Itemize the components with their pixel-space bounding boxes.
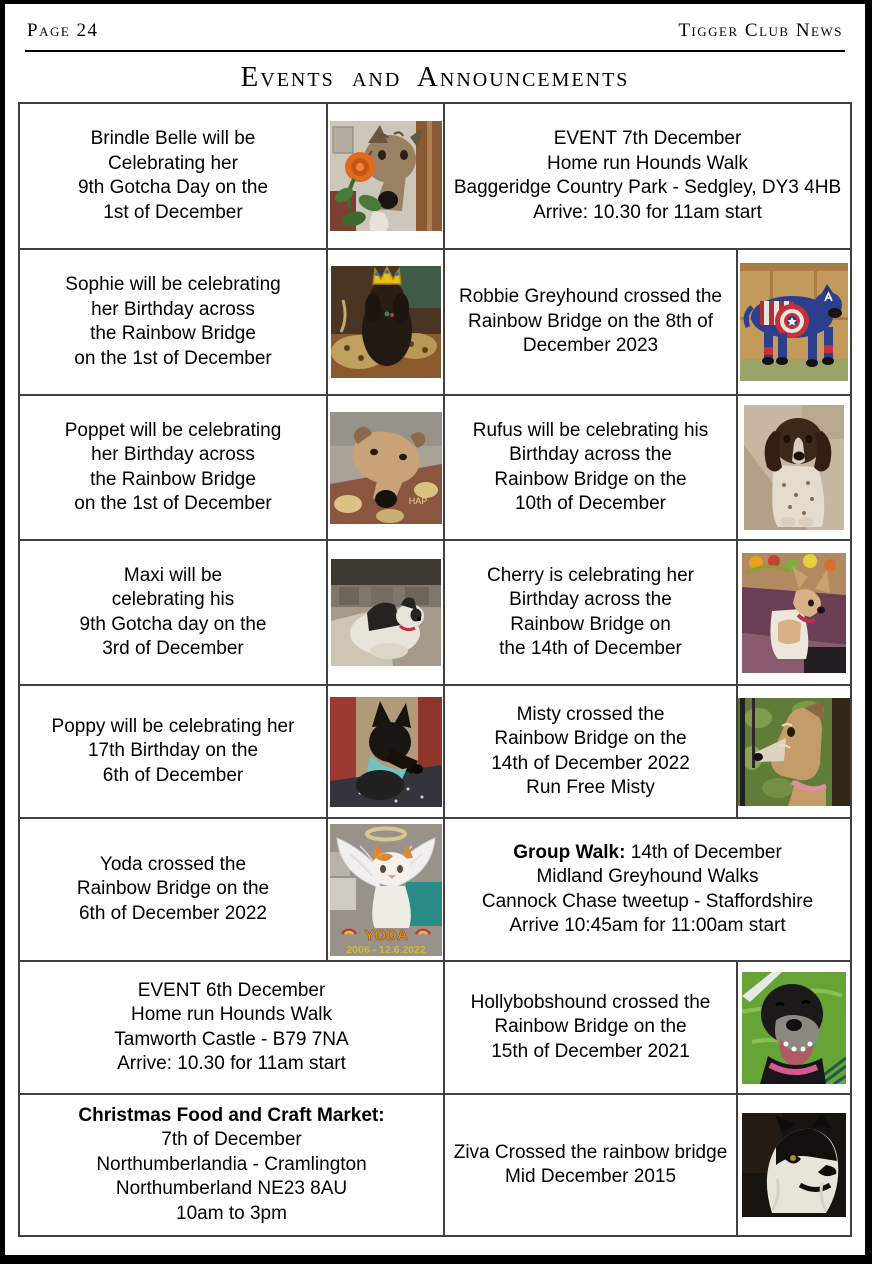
text-line: her Birthday across: [91, 444, 255, 465]
text-line: Cannock Chase tweetup - Staffordshire: [481, 890, 814, 912]
memorial-robbie: [444, 249, 737, 395]
announcement-poppy: [19, 685, 327, 818]
text-line: Maxi will be: [123, 564, 223, 586]
announcement-maxi: [19, 540, 327, 685]
text-line: 17th Birthday on the: [87, 740, 259, 762]
memorial-misty: [444, 685, 737, 818]
text-line: on the 1st of December: [74, 347, 272, 369]
svg-text:YODA: YODA: [363, 926, 408, 944]
memorial-yoda: [19, 818, 327, 961]
text-line: Northumberlandia - Cramlington: [96, 1153, 367, 1175]
text-line: Rufus will be celebrating his: [472, 419, 709, 441]
photo-cell: [327, 685, 444, 818]
table-row: [19, 395, 851, 540]
text-line: Mid December 2015: [504, 1166, 677, 1187]
event-group-walk-14th: [444, 818, 851, 961]
text-line: her Birthday across: [91, 298, 255, 320]
text-line: Poppy will be celebrating her: [51, 715, 295, 737]
text-line: Christmas Food and Craft Market:: [78, 1104, 385, 1126]
text-line: 14th of December 2022: [491, 752, 690, 774]
memorial-hollybobshound: [444, 961, 737, 1094]
text-line: Rainbow Bridge on the: [494, 1016, 687, 1038]
events-table: [18, 102, 852, 1237]
svg-text:2006 - 12.6.2022: 2006 - 12.6.2022: [345, 943, 426, 956]
text-line: Midland Greyhound Walks: [536, 866, 759, 887]
table-row: [19, 249, 851, 395]
table-row: [19, 685, 851, 818]
text-line: Arrive: 10.30 for 11am start: [117, 1053, 346, 1074]
text-line: 15th of December 2021: [491, 1040, 690, 1062]
text-line: Yoda crossed the: [99, 853, 247, 875]
photo-rufus: [744, 405, 844, 530]
svg-text:HAP: HAP: [408, 495, 427, 506]
text-line: Rainbow Bridge on the 8th of: [467, 310, 714, 332]
text-line: Birthday across the: [509, 444, 672, 465]
text-line: Rainbow Bridge on the: [494, 728, 687, 749]
photo-cell: [327, 249, 444, 395]
text-line: Robbie Greyhound crossed the: [459, 286, 722, 308]
text-line: Run Free Misty: [526, 777, 655, 798]
text-line: the Rainbow Bridge: [90, 468, 256, 490]
text-line: Home run Hounds Walk: [131, 1004, 332, 1025]
text-line: Arrive 10:45am for 11:00am start: [509, 915, 786, 936]
text-line: Home run Hounds Walk: [547, 152, 748, 174]
table-row: [19, 103, 851, 249]
text-line: Baggeridge Country Park - Sedgley, DY3 4HB: [453, 177, 842, 198]
announcement-brindle-belle: [19, 103, 327, 249]
text-line: Brindle Belle will be: [90, 128, 256, 149]
memorial-ziva: [444, 1094, 737, 1236]
text-line: on the 1st of December: [74, 493, 272, 514]
text-line: Tamworth Castle - B79 7NA: [114, 1028, 349, 1050]
page-number: Page 24: [27, 20, 99, 41]
text-line: the 14th of December: [499, 638, 682, 659]
text-line: 3rd of December: [102, 638, 244, 659]
table-row: [19, 818, 851, 961]
announcement-poppet: [19, 395, 327, 540]
masthead: Tigger Club News: [678, 20, 843, 41]
photo-cell: [737, 540, 851, 685]
photo-cell: [737, 961, 851, 1094]
text-line: EVENT 6th December: [137, 979, 326, 1001]
text-line: Sophie will be celebrating: [65, 274, 281, 295]
table-row: [19, 1094, 851, 1236]
photo-cell: [737, 249, 851, 395]
text-line: 10am to 3pm: [176, 1202, 287, 1224]
table-row: [19, 961, 851, 1094]
text-line: EVENT 7th December: [553, 128, 742, 149]
event-home-run-hounds-walk-6th: [19, 961, 444, 1094]
text-line: Arrive: 10.30 for 11am start: [533, 201, 762, 223]
text-line: 9th Gotcha day on the: [79, 613, 267, 635]
event-home-run-hounds-walk-7th: [444, 103, 851, 249]
text-line: 6th of December: [102, 764, 244, 786]
text-line: the Rainbow Bridge: [90, 323, 256, 344]
photo-maxi: [331, 559, 441, 666]
photo-cell: [737, 685, 851, 818]
photo-yoda: [330, 824, 442, 956]
header-divider: [25, 50, 845, 52]
photo-cell: [327, 395, 444, 540]
photo-cell: [737, 1094, 851, 1236]
photo-cell: [737, 395, 851, 540]
text-line: 10th of December: [514, 493, 667, 514]
page-title: Events and Announcements: [240, 61, 630, 93]
text-line: Misty crossed the: [516, 703, 665, 725]
photo-cherry: [742, 553, 846, 673]
text-line: celebrating his: [111, 589, 235, 610]
announcement-cherry: [444, 540, 737, 685]
text-line: 6th of December 2022: [78, 902, 267, 924]
photo-misty: [738, 698, 850, 806]
text-line: Poppet will be celebrating: [64, 419, 282, 441]
announcement-sophie: [19, 249, 327, 395]
photo-brindle-belle: [330, 121, 442, 231]
text-line: 1st of December: [103, 201, 243, 223]
text-line: Rainbow Bridge on: [510, 613, 671, 635]
text-line: Group Walk: 14th of December: [513, 841, 782, 863]
photo-sophie: [331, 266, 441, 378]
text-line: 7th of December: [161, 1129, 302, 1151]
text-line: Ziva Crossed the rainbow bridge: [453, 1141, 728, 1163]
photo-cell: [327, 103, 444, 249]
text-line: Rainbow Bridge on the: [76, 878, 270, 900]
text-line: Birthday across the: [509, 589, 672, 610]
photo-poppet: [330, 412, 442, 524]
photo-cell: [327, 540, 444, 685]
photo-ziva: [742, 1113, 846, 1217]
text-line: 9th Gotcha Day on the: [77, 177, 269, 198]
photo-cell: [327, 818, 444, 961]
text-line: December 2023: [522, 335, 659, 357]
text-line: Celebrating her: [108, 152, 238, 174]
event-christmas-market: [19, 1094, 444, 1236]
text-line: Rainbow Bridge on the: [494, 468, 687, 490]
table-row: [19, 540, 851, 685]
page-header: [5, 4, 865, 50]
text-line: Northumberland NE23 8AU: [115, 1178, 348, 1200]
announcement-rufus: [444, 395, 737, 540]
text-line: Cherry is celebrating her: [487, 564, 694, 586]
photo-poppy: [330, 697, 442, 807]
text-line: Hollybobshound crossed the: [470, 991, 711, 1013]
photo-robbie: [740, 263, 848, 381]
photo-hollybobshound: [742, 972, 846, 1084]
